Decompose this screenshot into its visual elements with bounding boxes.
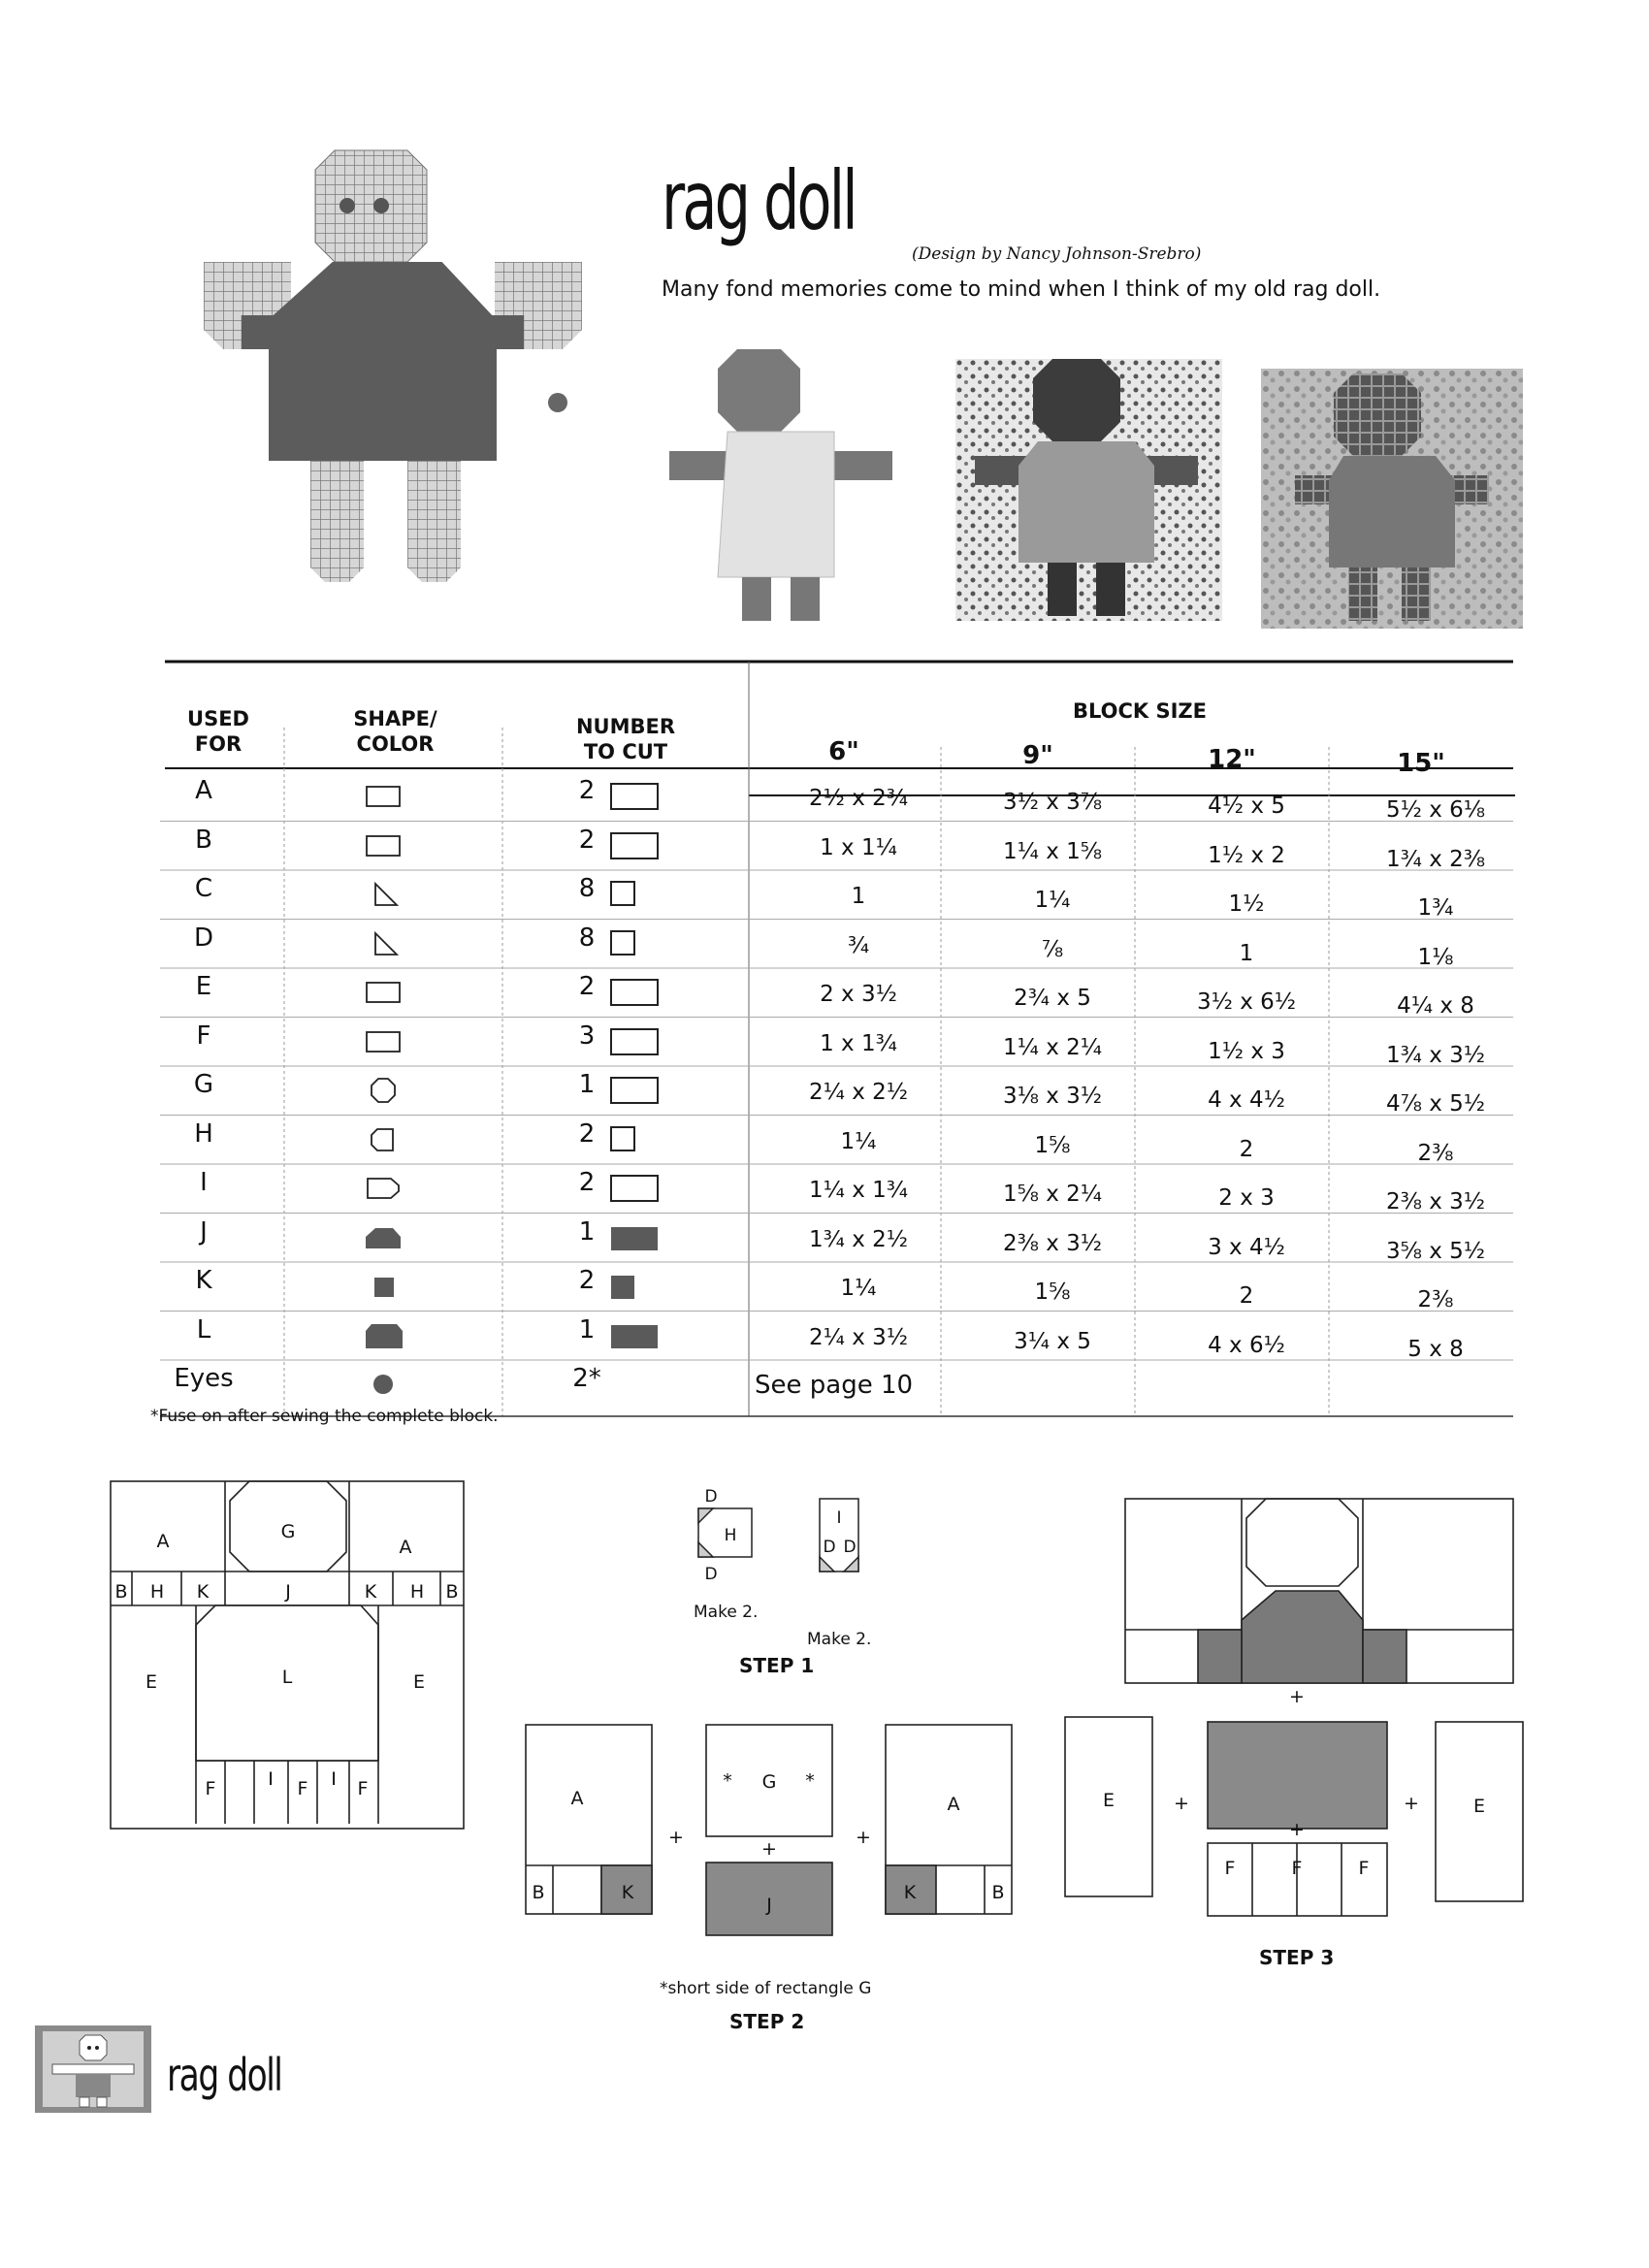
diagram-label-l: L <box>281 1667 293 1688</box>
row-size-12: 3 x 4½ <box>1208 1234 1285 1260</box>
step2-star-left: * <box>723 1770 732 1792</box>
size-header-6: 6" <box>828 737 859 766</box>
row-size-6: ¾ <box>847 932 870 958</box>
row-used-for: E <box>195 972 212 1001</box>
row-size-6: 1¼ <box>840 1276 877 1301</box>
row-size-6: 1¾ x 2½ <box>808 1226 909 1252</box>
row-number-to-cut: 1 <box>578 1216 596 1247</box>
row-cut-square-icon <box>609 1123 662 1160</box>
doll-block-sample-floral <box>955 359 1222 621</box>
row-shape-hright-icon <box>364 1174 404 1207</box>
row-shape-jdark-icon <box>364 1223 404 1256</box>
row-shape-tri-icon <box>364 880 404 913</box>
row-size-9: 1¼ <box>1034 888 1071 913</box>
footer-title: rag doll <box>167 2049 282 2101</box>
row-size-15: 1¾ <box>1417 895 1454 921</box>
row-size-9: 1⅝ <box>1034 1132 1071 1158</box>
page-title: rag doll <box>662 153 856 248</box>
diagram-label-f-2: F <box>297 1778 308 1799</box>
row-number-to-cut: 2 <box>578 1118 596 1149</box>
row-size-9: 3⅛ x 3½ <box>1002 1084 1103 1109</box>
row-size-9: ⅞ <box>1041 936 1064 962</box>
diagram-label-b-left: B <box>114 1581 128 1603</box>
row-used-for: C <box>194 874 213 903</box>
step2-label-a-right: A <box>947 1794 960 1815</box>
row-cut-sqdark-icon <box>609 1270 662 1307</box>
diagram-label-b-right: B <box>445 1581 459 1603</box>
size-header-15: 15" <box>1397 749 1445 778</box>
step2-label-g: G <box>761 1771 777 1793</box>
eyes-note: See page 10 <box>755 1371 914 1400</box>
row-size-9: 1⅝ x 2¼ <box>1002 1182 1103 1207</box>
step3-label-f-2: F <box>1291 1858 1303 1879</box>
step1-label-d-right: D <box>843 1538 857 1557</box>
row-size-9: 1⅝ <box>1034 1280 1071 1305</box>
row-number-to-cut: 2 <box>578 776 596 805</box>
row-size-6: 1 x 1¼ <box>820 834 897 860</box>
step1-make2-i: Make 2. <box>807 1630 872 1649</box>
row-size-9: 1¼ x 1⅝ <box>1002 838 1103 864</box>
diagram-label-h-right: H <box>409 1581 425 1603</box>
row-cut-rectdark-icon <box>609 1221 662 1258</box>
diagram-label-g: G <box>280 1521 296 1542</box>
row-used-for: Eyes <box>174 1364 234 1393</box>
step3-plus-top: + <box>1289 1686 1305 1707</box>
row-size-6: 2¼ x 2½ <box>808 1080 909 1105</box>
row-shape-rect-icon <box>364 831 404 864</box>
row-size-9: 2⅜ x 3½ <box>1002 1230 1103 1256</box>
row-size-15: 2⅜ <box>1417 1287 1454 1312</box>
row-shape-tri-icon <box>364 929 404 962</box>
step2-diagram <box>509 1707 1062 1969</box>
row-cut-rect-icon <box>609 1172 662 1209</box>
diagram-label-j: J <box>285 1581 291 1603</box>
row-size-12: 3½ x 6½ <box>1196 989 1297 1015</box>
col-header-shape: SHAPE/ COLOR <box>353 707 437 756</box>
step1-make2-h: Make 2. <box>694 1603 759 1622</box>
diagram-label-k-left: K <box>196 1581 210 1603</box>
row-number-to-cut: 3 <box>578 1021 596 1051</box>
row-size-12: 1½ x 2 <box>1208 842 1285 868</box>
diagram-label-f-1: F <box>205 1778 216 1799</box>
row-size-15: 1⅛ <box>1417 944 1454 970</box>
step2-star-right: * <box>805 1770 815 1792</box>
step1-label-d-top: D <box>704 1487 718 1507</box>
diagram-label-a-left: A <box>156 1531 170 1552</box>
row-number-to-cut: 1 <box>578 1314 596 1345</box>
row-size-15: 4⅞ x 5½ <box>1385 1091 1486 1117</box>
diagram-label-a-right: A <box>399 1537 412 1558</box>
step3-label-f-1: F <box>1224 1858 1236 1879</box>
step2-label: STEP 2 <box>729 2010 805 2033</box>
row-size-6: 1¼ <box>840 1128 877 1154</box>
size-header-12: 12" <box>1208 745 1256 774</box>
row-size-15: 5½ x 6⅛ <box>1385 797 1486 823</box>
step3-label: STEP 3 <box>1259 1946 1335 1969</box>
row-size-9: 3¼ x 5 <box>1014 1328 1091 1354</box>
step2-label-b-right: B <box>991 1882 1005 1903</box>
step3-plus-left: + <box>1174 1793 1189 1814</box>
step2-label-k-right: K <box>903 1882 917 1903</box>
row-cut-square-icon <box>609 878 662 915</box>
row-cut-rect-icon <box>609 976 662 1013</box>
row-size-12: 4 x 6½ <box>1208 1332 1285 1358</box>
row-shape-ldark-icon <box>364 1321 404 1354</box>
step2-plus-mid: + <box>761 1838 777 1860</box>
row-size-6: 1¼ x 1¾ <box>808 1178 909 1203</box>
intro-text: Many fond memories come to mind when I think of my old rag doll. <box>662 277 1381 302</box>
step1-label-d-bottom: D <box>704 1565 718 1584</box>
step2-label-k-left: K <box>621 1882 634 1903</box>
row-number-to-cut: 2* <box>572 1364 601 1393</box>
step2-note: *short side of rectangle G <box>660 1979 872 1998</box>
col-header-block-size: BLOCK SIZE <box>1073 699 1207 723</box>
doll-block-sample-plaid <box>1261 369 1523 629</box>
diagram-label-k-right: K <box>364 1581 377 1603</box>
step1-label-i: I <box>836 1508 842 1528</box>
row-size-12: 2 <box>1239 1136 1254 1162</box>
row-size-9: 1¼ x 2¼ <box>1002 1034 1103 1060</box>
row-used-for: K <box>195 1266 212 1295</box>
step3-diagram <box>1057 1494 1542 1960</box>
diagram-label-e-left: E <box>145 1671 158 1693</box>
row-size-15: 1¾ x 3½ <box>1385 1042 1486 1068</box>
row-size-12: 4 x 4½ <box>1208 1087 1285 1113</box>
size-header-9: 9" <box>1022 741 1053 770</box>
row-used-for: H <box>194 1118 213 1149</box>
step2-label-a-left: A <box>570 1788 584 1809</box>
row-used-for: D <box>193 923 214 953</box>
row-size-12: 1½ x 3 <box>1208 1038 1285 1064</box>
doll-block-sample-light <box>669 349 912 621</box>
table-footnote: *Fuse on after sewing the complete block. <box>150 1407 499 1426</box>
row-cut-rect-icon <box>609 829 662 866</box>
row-used-for: F <box>196 1021 211 1051</box>
diagram-label-e-right: E <box>412 1671 426 1693</box>
step1-label-d-left: D <box>823 1538 836 1557</box>
diagram-label-f-3: F <box>357 1778 369 1799</box>
row-used-for: I <box>200 1168 208 1197</box>
row-size-15: 2⅜ x 3½ <box>1385 1189 1486 1215</box>
row-size-15: 2⅜ <box>1417 1140 1454 1166</box>
row-size-9: 3½ x 3⅞ <box>1002 790 1103 815</box>
step3-plus-right: + <box>1404 1793 1419 1814</box>
row-cut-rectdark-icon <box>609 1319 662 1356</box>
step2-label-b-left: B <box>532 1882 545 1903</box>
footer-doll-thumbnail <box>35 2025 151 2113</box>
row-size-15: 3⅝ x 5½ <box>1385 1238 1486 1264</box>
row-size-12: 2 <box>1239 1283 1254 1309</box>
row-used-for: B <box>195 825 212 855</box>
row-size-12: 4½ x 5 <box>1208 794 1285 819</box>
col-header-used-for: USED FOR <box>187 707 249 756</box>
row-size-12: 1½ <box>1228 891 1265 917</box>
step3-label-e-right: E <box>1472 1796 1486 1817</box>
step2-plus-left: + <box>668 1827 684 1848</box>
row-size-15: 5 x 8 <box>1407 1336 1464 1362</box>
row-shape-rect-icon <box>364 782 404 815</box>
row-used-for: A <box>195 776 212 805</box>
row-shape-rect-icon <box>364 978 404 1011</box>
row-used-for: J <box>200 1216 208 1247</box>
step3-label-e-left: E <box>1102 1790 1116 1811</box>
row-number-to-cut: 2 <box>578 1168 596 1197</box>
row-used-for: G <box>193 1070 214 1099</box>
step1-label: STEP 1 <box>739 1654 815 1677</box>
step2-label-j: J <box>766 1895 772 1916</box>
row-size-6: 2¼ x 3½ <box>808 1324 909 1350</box>
row-shape-hleft-icon <box>364 1125 404 1158</box>
row-size-9: 2¾ x 5 <box>1014 986 1091 1011</box>
row-number-to-cut: 2 <box>578 972 596 1001</box>
row-number-to-cut: 2 <box>578 825 596 855</box>
row-cut-rect-icon <box>609 1025 662 1062</box>
row-size-6: 2½ x 2¾ <box>808 786 909 811</box>
diagram-label-i-1: I <box>268 1768 274 1790</box>
row-number-to-cut: 8 <box>578 923 596 953</box>
row-size-15: 1¾ x 2⅜ <box>1385 846 1486 872</box>
row-shape-dot-icon <box>364 1370 404 1403</box>
block-assembly-diagram <box>109 1479 468 1833</box>
design-credit: (Design by Nancy Johnson-Srebro) <box>912 244 1202 264</box>
row-size-6: 1 x 1¾ <box>820 1030 897 1056</box>
row-cut-square-icon <box>609 927 662 964</box>
row-cut-rect-icon <box>609 780 662 817</box>
diagram-label-h-left: H <box>149 1581 165 1603</box>
row-number-to-cut: 1 <box>578 1070 596 1099</box>
step2-plus-right: + <box>856 1827 871 1848</box>
row-shape-rect-icon <box>364 1027 404 1060</box>
row-number-to-cut: 2 <box>578 1266 596 1295</box>
row-size-6: 1 <box>851 884 866 909</box>
row-size-6: 2 x 3½ <box>820 982 897 1007</box>
row-size-15: 4¼ x 8 <box>1397 993 1474 1019</box>
col-header-number: NUMBER TO CUT <box>575 715 676 763</box>
row-size-12: 1 <box>1239 940 1254 966</box>
row-shape-sqdark-icon <box>364 1272 404 1305</box>
step1-label-h: H <box>724 1526 737 1545</box>
row-size-12: 2 x 3 <box>1218 1185 1275 1211</box>
row-cut-rect-icon <box>609 1074 662 1111</box>
row-number-to-cut: 8 <box>578 874 596 903</box>
doll-illustration-large <box>194 146 601 611</box>
step3-label-f-3: F <box>1358 1858 1370 1879</box>
row-shape-oct-icon <box>364 1076 404 1109</box>
row-used-for: L <box>196 1314 211 1345</box>
step3-plus-bottom: + <box>1289 1819 1305 1840</box>
diagram-label-i-2: I <box>331 1768 337 1790</box>
